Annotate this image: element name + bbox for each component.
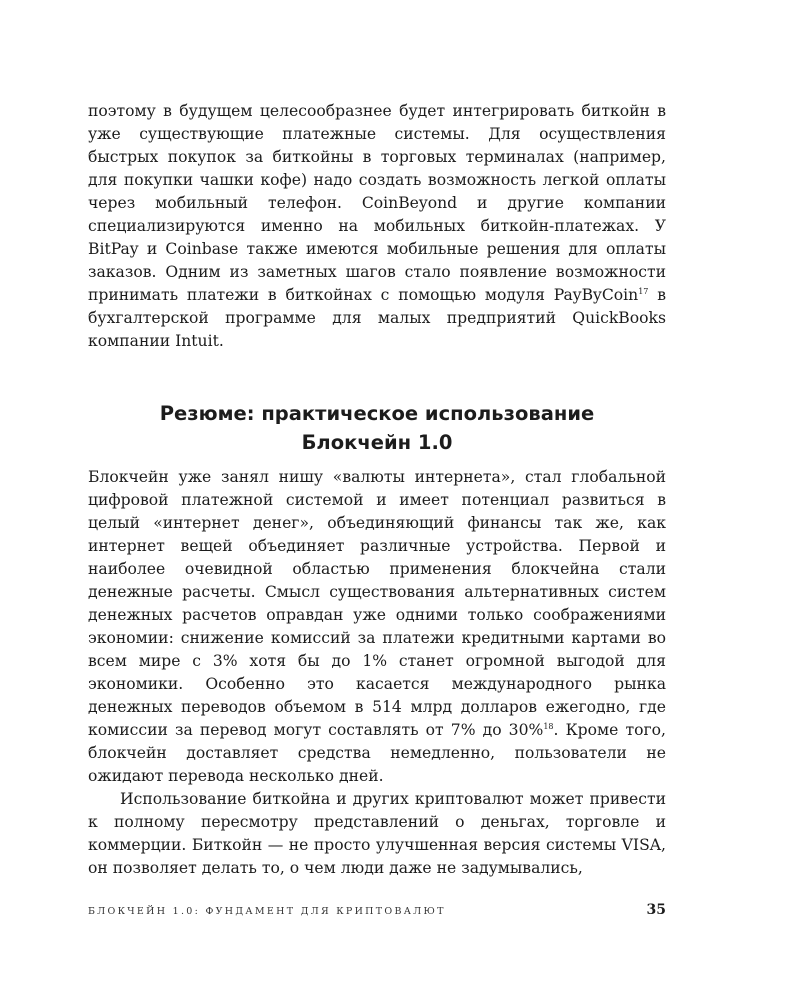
running-title: БЛОКЧЕЙН 1.0: ФУНДАМЕНТ ДЛЯ КРИПТОВАЛЮТ bbox=[88, 906, 446, 917]
paragraph-1 bbox=[88, 100, 666, 353]
footnote-17[interactable]: 17 bbox=[638, 287, 649, 296]
paragraph-2-text-a: Блокчейн уже занял нишу «валюты интернета», стал глобальной цифровой платежной системой и имеет потенциал развиться в целый «интернет денег», объединяющий финансы так же, как интернет вещей объединяет различные устройства. Первой и наиболее очевидной областью применения блокчейна стали денежные расчеты. Смысл существования альтернативных систем денежных расчетов оправдан уже одними только соображениями экономии: снижение комиссий за платежи кредитными картами во всем мире с 3% хотя бы до 1% станет огромной выгодой для экономики. Особенно это касается международного рынка денежных переводов объемом в 514 млрд долларов ежегодно, где комиссии за перевод могут составлять от 7% до 30% bbox=[88, 468, 666, 739]
paragraph-2-text-b: . Кроме того, блокчейн доставляет средства немедленно, пользователи не ожидают перевода несколько дней. bbox=[88, 721, 666, 785]
section-heading-line-1: Резюме: практическое использование bbox=[159, 402, 595, 425]
paragraph-1-text-a: поэтому в будущем целесообразнее будет интегрировать биткойн в уже существующие платежные системы. Для осуществления быстрых покупок за биткойны в торговых терминалах (например, для покупки чашки кофе) надо создать возможность легкой оплаты через мобильный телефон. CoinBeyond и другие компании специализируются именно на мобильных биткойн-платежах. У BitPay и Coinbase также имеются мобильные решения для оплаты заказов. Одним из заметных шагов стало появление возможности принимать платежи в биткойнах с помощью модуля PayByCoin bbox=[88, 102, 666, 304]
paragraph-1-text-b: в бухгалтерской программе для малых предприятий QuickBooks компании Intuit. bbox=[88, 286, 666, 350]
paragraph-2 bbox=[88, 466, 666, 788]
paragraph-3: Использование биткойна и других криптовалют может привести к полному пересмотру представлений о деньгах, торговле и коммерции. Биткойн — не просто улучшенная версия системы VISA, он позволяет делать то, о чем люди даже не задумывались, bbox=[88, 790, 666, 877]
page-number: 35 bbox=[646, 902, 666, 918]
footnote-18[interactable]: 18 bbox=[543, 722, 554, 731]
section-heading bbox=[88, 399, 666, 457]
section-heading-line-2: Блокчейн 1.0 bbox=[301, 431, 453, 454]
